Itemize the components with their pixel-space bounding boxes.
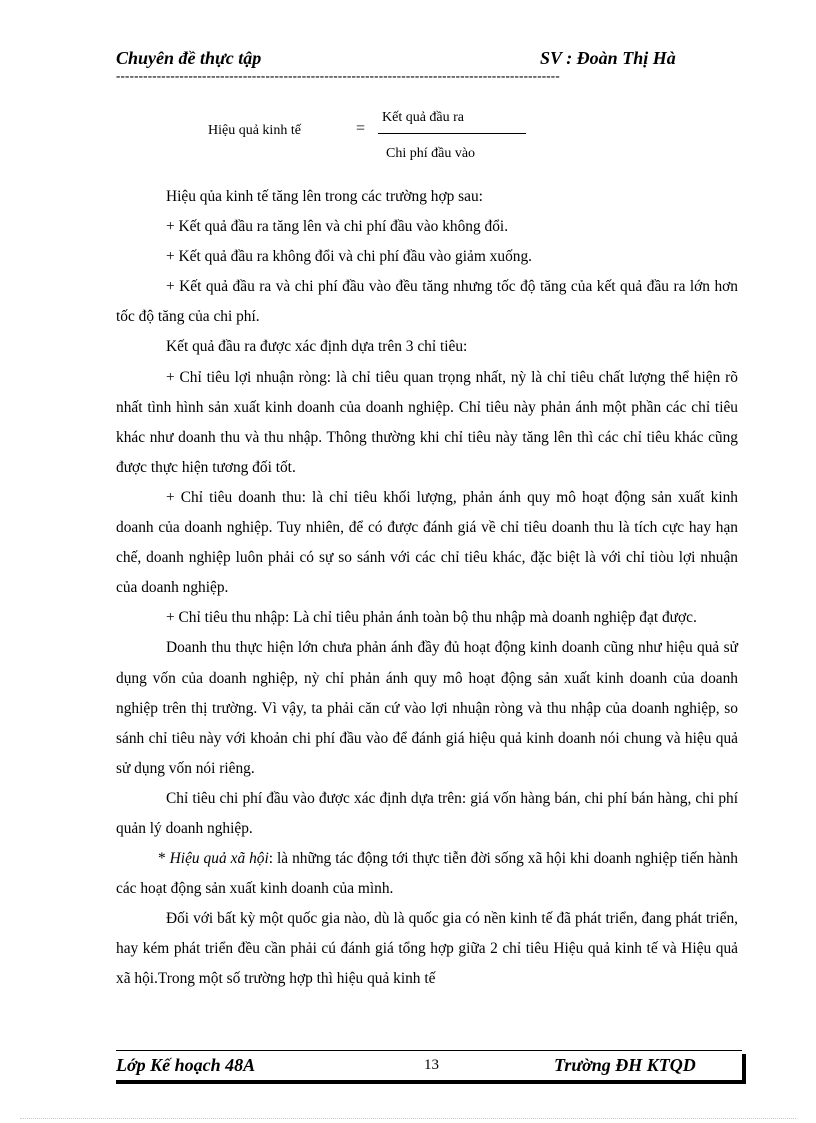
- footer-rule: [116, 1050, 742, 1051]
- document-body: [116, 182, 738, 995]
- paragraph: Đối với bất kỳ một quốc gia nào, dù là quốc gia có nền kinh tế đã phát triển, đang phát triển, hay kém phát triển đều cần phải cú đánh giá tổng hợp giữa 2 chỉ tiêu Hiệu quả kinh tế và Hiệu quả xã hội.Trong một số trường hợp thì hiệu quả kinh tế: [116, 910, 738, 988]
- footer-school-name: Trường ĐH KTQD: [554, 1055, 696, 1075]
- header-student-name: SV : Đoàn Thị Hà: [540, 48, 676, 68]
- paragraph: + Kết quả đầu ra không đổi và chi phí đầu vào giảm xuống.: [166, 248, 533, 266]
- paragraph: Kết quả đầu ra được xác định dựa trên 3 chỉ tiêu:: [166, 338, 468, 356]
- formula-fraction-bar: [378, 133, 526, 134]
- paragraph-text: : là những tác động tới thực tiễn đời sống xã hội khi doanh nghiệp tiến hành các hoạt động sản xuất kinh doanh của mình.: [116, 850, 738, 898]
- page-number: 13: [424, 1057, 439, 1073]
- term-social-efficiency: Hiệu quả xã hội: [169, 850, 269, 868]
- paragraph: + Chỉ tiêu doanh thu: là chỉ tiêu khối lượng, phản ánh quy mô hoạt động sản xuất kinh doanh của doanh nghiệp. Tuy nhiên, để có được đánh giá về chỉ tiêu doanh thu là tích cực hay hạn chế, doanh nghiệp luôn phải có sự so sánh với các chỉ tiêu khác, đặc biệt là với chỉ tiòu lợi nhuận của doanh nghiệp.: [116, 488, 738, 597]
- paragraph: + Chỉ tiêu lợi nhuận ròng: là chỉ tiêu quan trọng nhất, nỳ là chỉ tiêu chất lượng thể hiện rõ nhất tình hình sản xuất kinh doanh của doanh nghiệp. Chỉ tiêu này phản ánh một phần các chỉ tiêu khác như doanh thu và thu nhập. Thông thường khi chỉ tiêu này tăng lên thì các chỉ tiêu khác cũng được thực hiện tương đối tốt.: [116, 368, 738, 476]
- bullet-marker: *: [158, 850, 170, 868]
- header-dashed-rule: --------------------------------------------------------------------------------------------------: [116, 70, 560, 82]
- paragraph: + Kết quả đầu ra và chi phí đầu vào đều tăng nhưng tốc độ tăng của kết quả đầu ra lớn hơn tốc độ tăng của chi phí.: [116, 278, 738, 326]
- formula-label: Hiệu quả kinh tế: [208, 123, 301, 138]
- paragraph: Hiệu qủa kinh tế tăng lên trong các trường hợp sau:: [166, 188, 483, 205]
- page-edge-dotted-line: [20, 1118, 796, 1119]
- paragraph: Doanh thu thực hiện lớn chưa phản ánh đầy đủ hoạt động kinh doanh cũng như hiệu quả sử dụng vốn của doanh nghiệp, nỳ chỉ phản ánh quy mô hoạt động sản xuất kinh doanh của doanh nghiệp trên thị trường. Vì vậy, ta phải căn cứ vào lợi nhuận ròng và thu nhập của doanh nghiệp, so sánh chỉ tiêu này với khoản chi phí đầu vào để đánh giá hiệu quả kinh doanh nói chung và hiệu quả sử dụng vốn nói riêng.: [116, 639, 738, 777]
- formula-denominator: Chi phí đầu vào: [386, 146, 476, 161]
- header-course-title: Chuyên đề thực tập: [116, 48, 262, 68]
- paragraph-social-efficiency: [116, 844, 738, 904]
- footer-class-name: Lớp Kế hoạch 48A: [116, 1055, 256, 1075]
- formula-numerator: Kết quả đầu ra: [382, 110, 465, 125]
- paragraph: + Chỉ tiêu thu nhập: Là chỉ tiêu phản ánh toàn bộ thu nhập mà doanh nghiệp đạt được.: [166, 609, 697, 627]
- page-border-shadow-bottom: [116, 1080, 746, 1084]
- paragraph: + Kết quả đầu ra tăng lên và chi phí đầu vào không đổi.: [166, 218, 509, 236]
- paragraph: Chỉ tiêu chi phí đầu vào được xác định dựa trên: giá vốn hàng bán, chi phí bán hàng, chi phí quản lý doanh nghiệp.: [116, 789, 738, 837]
- formula-equals: =: [356, 120, 366, 137]
